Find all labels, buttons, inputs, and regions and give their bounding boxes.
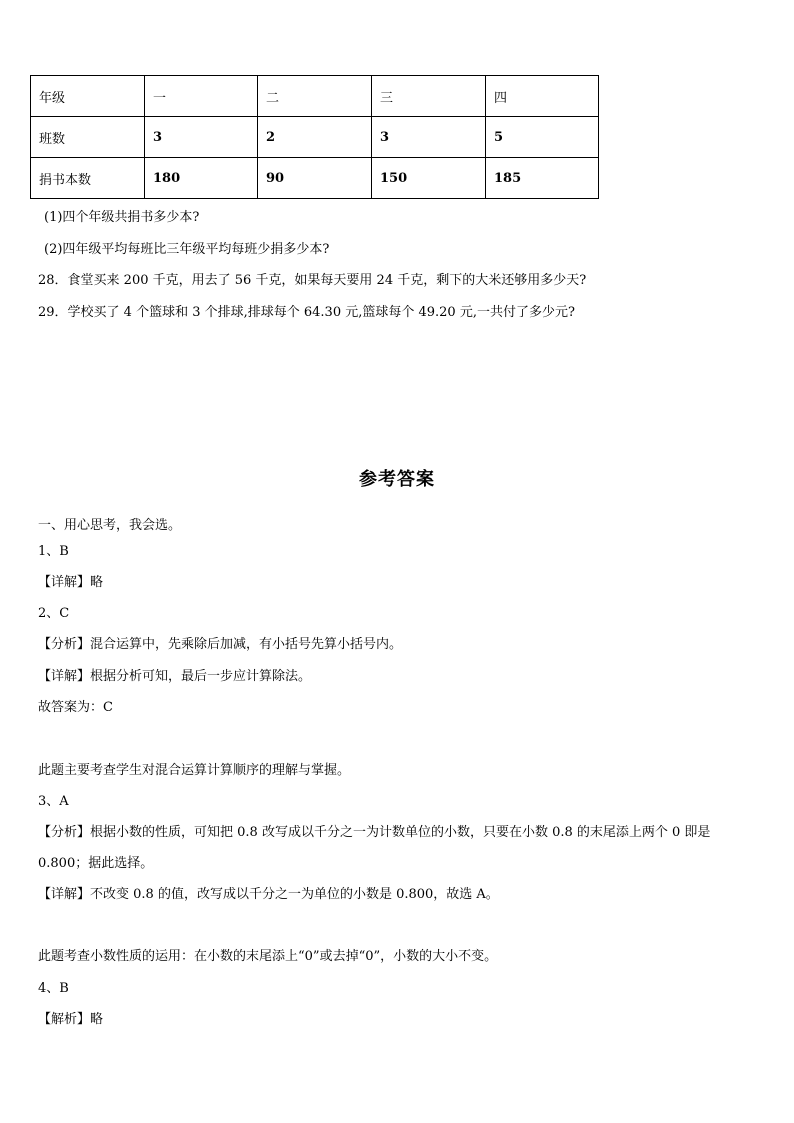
table-cell: 5 [486, 117, 599, 158]
table-cell: 三 [372, 76, 486, 117]
answer-3-analysis-line-1: 【分析】根据小数的性质，可知把 0.8 改写成以千分之一为计数单位的小数，只要在小数 0.8 的末尾添上两个 0 即是 [38, 825, 711, 840]
question-28: 28．食堂买来 200 千克，用去了 56 千克，如果每天要用 24 千克，剩下的大米还够用多少天? [38, 273, 587, 288]
answer-1-detail: 【详解】略 [38, 575, 104, 590]
question-27-part-2: (2)四年级平均每班比三年级平均每班少捐多少本? [44, 242, 330, 257]
table-cell: 3 [145, 117, 258, 158]
table-cell: 150 [372, 158, 486, 199]
answer-4-detail: 【解析】略 [38, 1012, 104, 1027]
table-cell: 90 [258, 158, 372, 199]
table-cell: 3 [372, 117, 486, 158]
answer-3: 3、A [38, 794, 69, 809]
table-cell: 二 [258, 76, 372, 117]
table-row-grade [31, 76, 599, 117]
table-row-books [31, 158, 599, 199]
table-row-classes [31, 117, 599, 158]
answer-2-analysis: 【分析】混合运算中，先乘除后加减，有小括号先算小括号内。 [38, 637, 403, 652]
table-cell: 四 [486, 76, 599, 117]
answer-1: 1、B [38, 544, 69, 559]
table-cell: 185 [486, 158, 599, 199]
answer-2-detail: 【详解】根据分析可知，最后一步应计算除法。 [38, 669, 312, 684]
table-cell: 180 [145, 158, 258, 199]
question-27-part-1: (1)四个年级共捐书多少本? [44, 210, 200, 225]
table-cell: 2 [258, 117, 372, 158]
table-cell: 捐书本数 [31, 158, 145, 199]
answers-title: 参考答案 [359, 469, 435, 490]
table-cell: 一 [145, 76, 258, 117]
answer-2: 2、C [38, 606, 70, 621]
section-heading: 一、用心思考，我会选。 [38, 518, 182, 533]
table-cell: 年级 [31, 76, 145, 117]
donation-table [30, 75, 599, 199]
answer-2-note: 此题主要考查学生对混合运算计算顺序的理解与掌握。 [38, 763, 351, 778]
answer-3-detail: 【详解】不改变 0.8 的值，改写成以千分之一为单位的小数是 0.800，故选 A。 [38, 887, 499, 902]
table-cell: 班数 [31, 117, 145, 158]
answer-3-analysis-line-2: 0.800；据此选择。 [38, 856, 154, 871]
answer-4: 4、B [38, 981, 69, 996]
answer-3-note: 此题考查小数性质的运用：在小数的末尾添上“0”或去掉“0”，小数的大小不变。 [38, 949, 498, 964]
answer-2-final: 故答案为：C [38, 700, 113, 715]
question-29: 29．学校买了 4 个篮球和 3 个排球,排球每个 64.30 元,篮球每个 49.20 元,一共付了多少元? [38, 305, 575, 320]
